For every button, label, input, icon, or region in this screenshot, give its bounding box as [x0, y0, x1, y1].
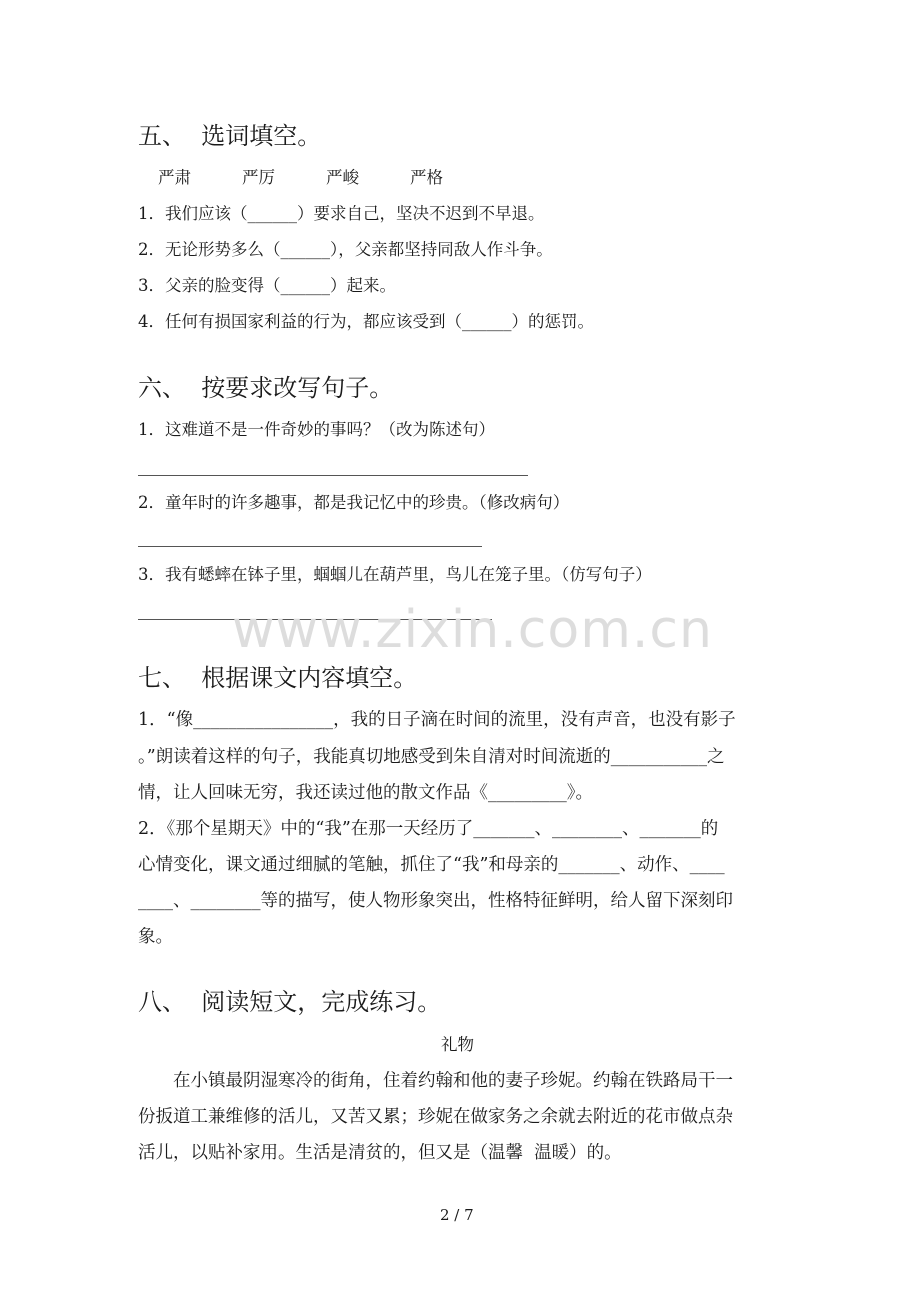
section7-q1-line-1: 1．“像________________，我的日子滴在时间的流里，没有声音，也没有影子	[138, 710, 736, 730]
word-choice-4: 严格	[410, 168, 443, 187]
section5-question-4: 4．任何有损国家利益的行为，都应该受到（______）的惩罚。	[138, 312, 594, 331]
section7-heading: 七、 根据课文内容填空。	[138, 664, 418, 692]
section7-q2-line-3: ____、________等的描写，使人物形象突出，性格特征鲜明，给人留下深刻印	[138, 891, 733, 911]
section6-question-2: 2．童年时的许多趣事，都是我记忆中的珍贵。（修改病句）	[138, 493, 570, 512]
section6-question-3: 3．我有蟋蟀在钵子里，蝈蝈儿在葫芦里，鸟儿在笼子里。（仿写句子）	[138, 565, 652, 584]
section6-question-1: 1．这难道不是一件奇妙的事吗？（改为陈述句）	[138, 420, 495, 439]
section7-q2-line-4: 象。	[138, 927, 173, 947]
article-line-2: 份扳道工兼维修的活儿，又苦又累；珍妮在做家务之余就去附近的花市做点杂	[138, 1107, 733, 1127]
article-line-1: 在小镇最阴湿寒冷的街角，住着约翰和他的妻子珍妮。约翰在铁路局干一	[173, 1071, 733, 1091]
section5-question-2: 2．无论形势多么（______），父亲都坚持同敌人作斗争。	[138, 240, 553, 259]
section7-q2-line-2: 心情变化，课文通过细腻的笔触，抓住了“我”和母亲的_______、动作、____	[138, 855, 725, 875]
word-choice-1: 严肃	[158, 168, 191, 187]
article-title: 礼物	[441, 1035, 474, 1054]
section7-q1-line-3: 情，让人回味无穷，我还读过他的散文作品《_________》。	[138, 783, 593, 803]
word-choice-2: 严厉	[242, 168, 275, 187]
section7-q2-line-1: 2．《那个星期天》中的“我”在那一天经历了_______、________、_______的	[138, 819, 719, 839]
answer-line-1	[138, 475, 528, 476]
page-number: 2 / 7	[440, 1206, 474, 1224]
word-choice-3: 严峻	[326, 168, 359, 187]
answer-line-2	[138, 546, 482, 547]
section5-heading: 五、 选词填空。	[138, 122, 322, 150]
watermark: www.zixin.com.cn	[232, 600, 713, 660]
section5-question-1: 1．我们应该（______）要求自己，坚决不迟到不早退。	[138, 204, 545, 223]
section7-q1-line-2: 。”朗读着这样的句子，我能真切地感受到朱自清对时间流逝的___________之	[138, 747, 725, 767]
section5-question-3: 3．父亲的脸变得（______）起来。	[138, 276, 396, 295]
section8-heading: 八、 阅读短文，完成练习。	[138, 988, 442, 1016]
article-line-3: 活儿，以贴补家用。生活是清贫的，但又是（温馨 温暖）的。	[138, 1143, 622, 1163]
section6-heading: 六、 按要求改写句子。	[138, 374, 394, 402]
